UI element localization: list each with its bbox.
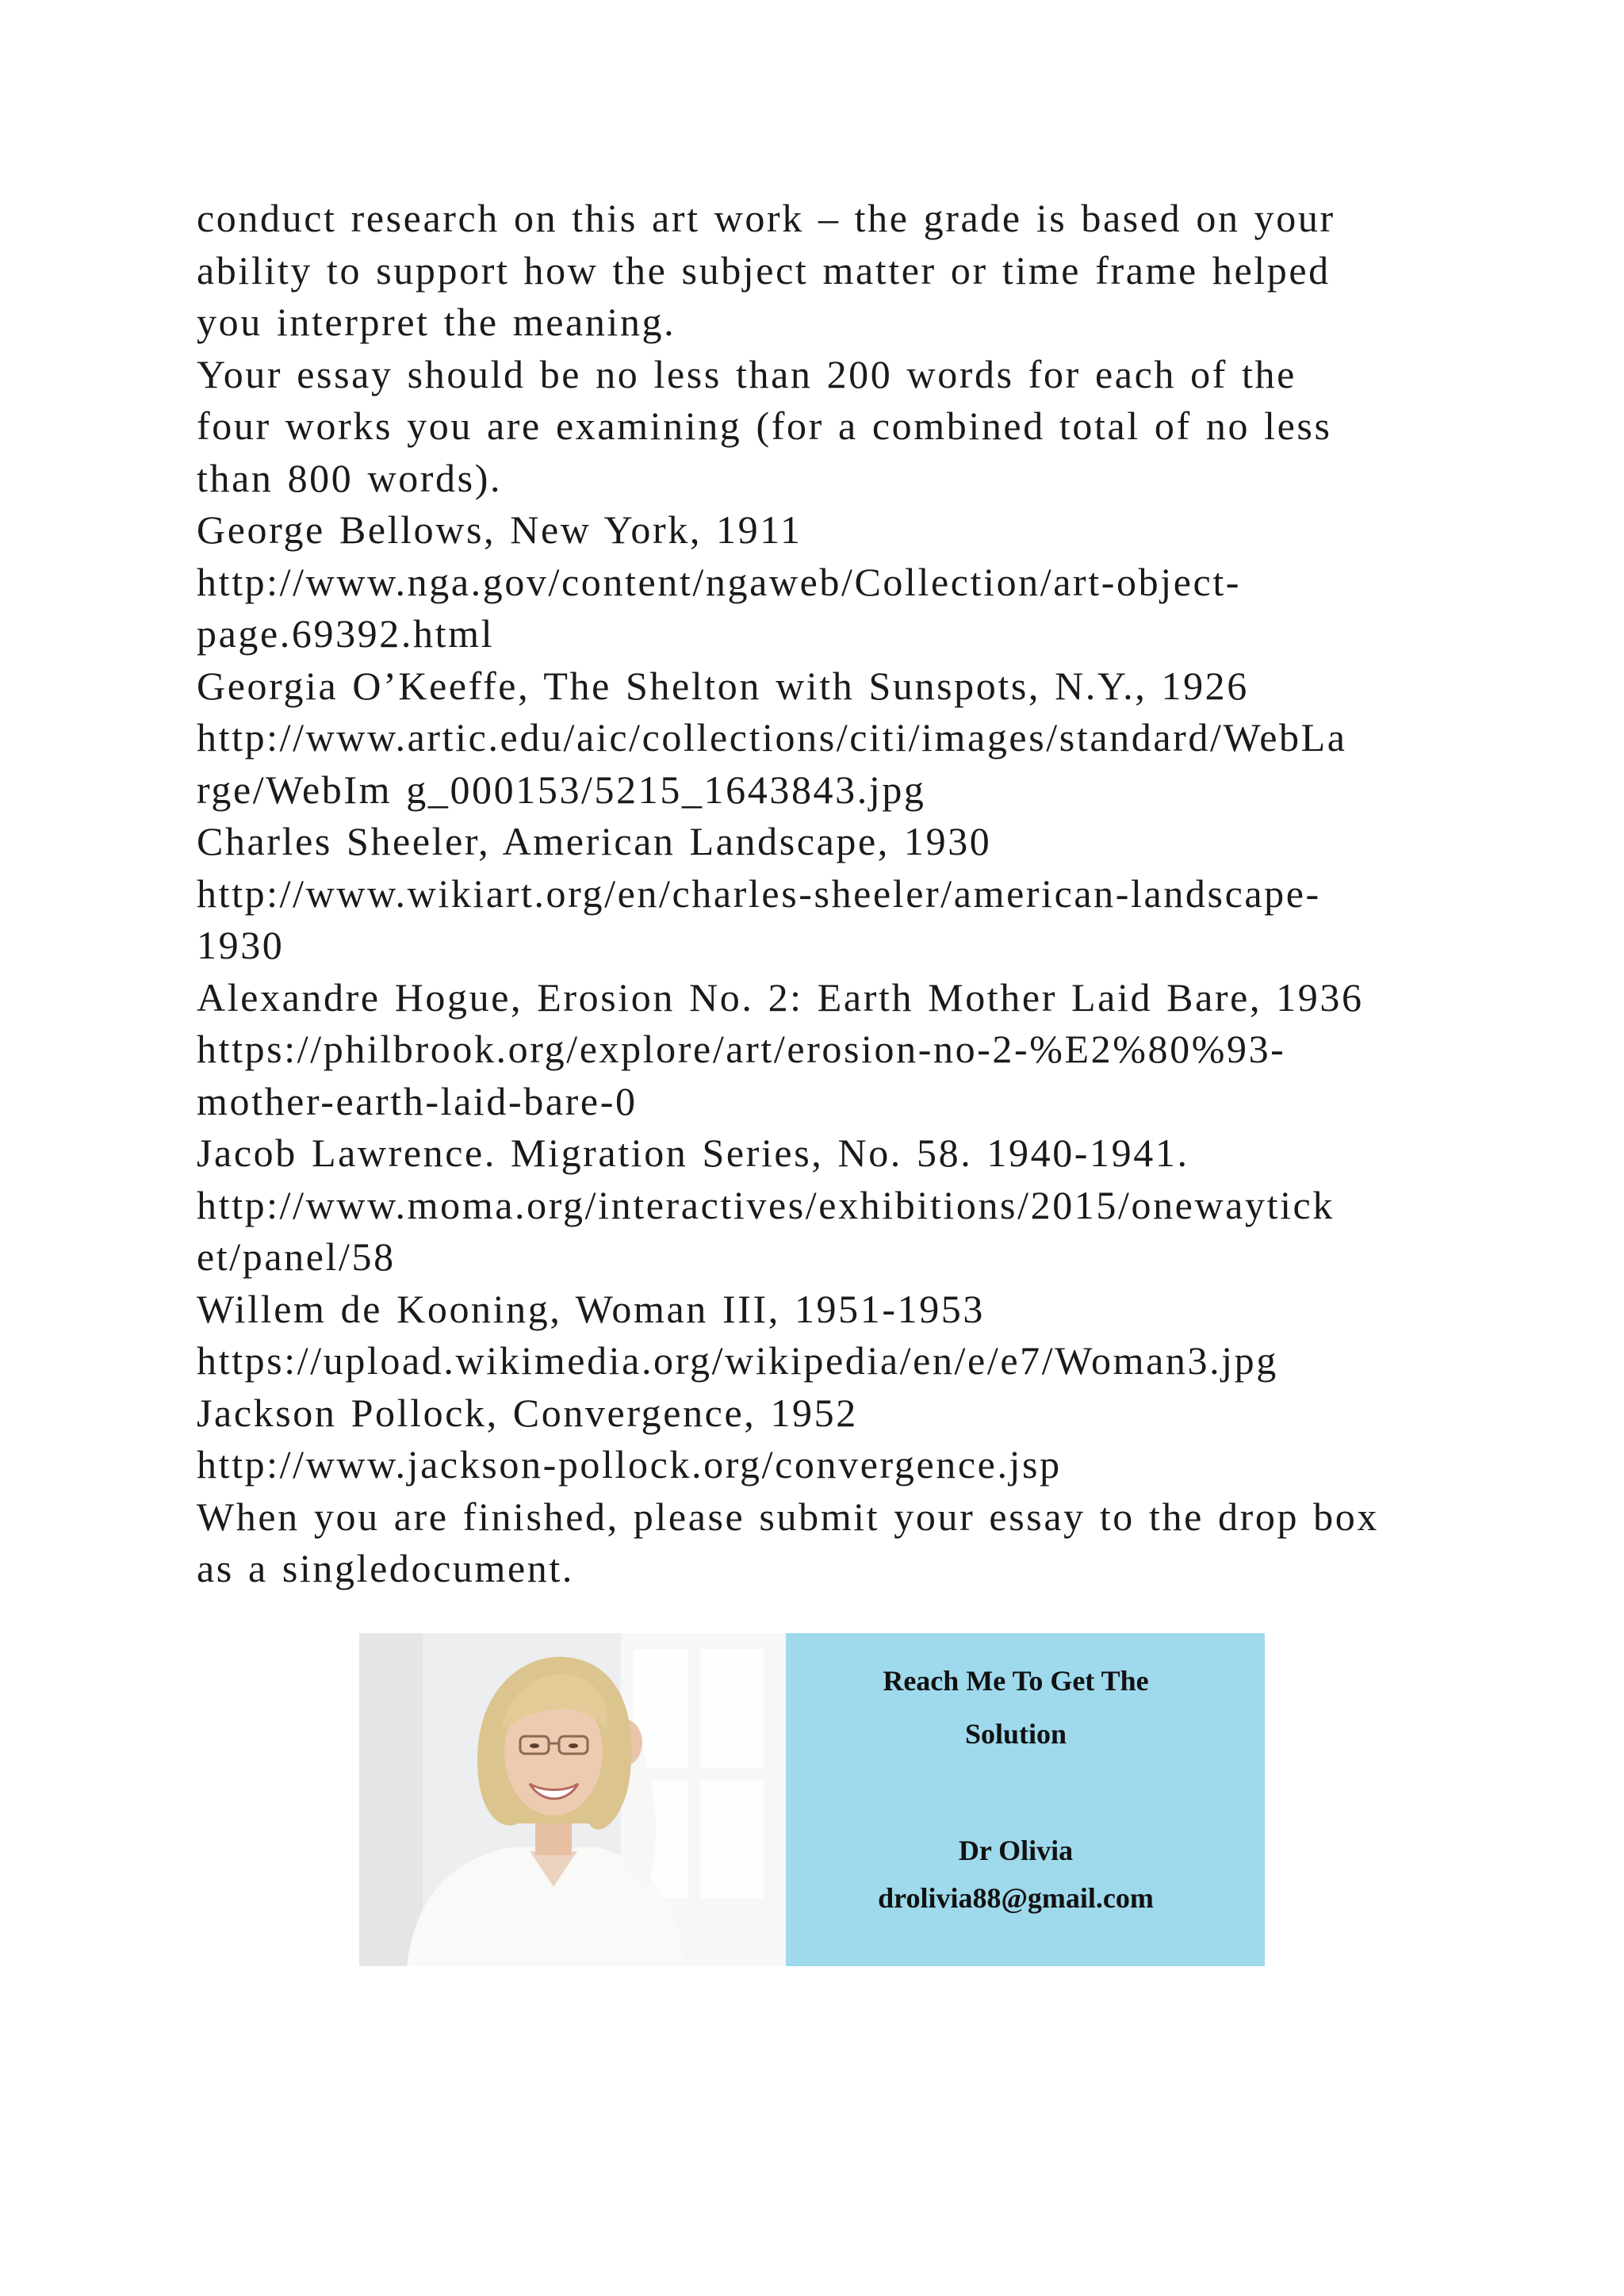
body-line: four works you are examining (for a combined total of no less [197,404,1332,448]
promo-heading: Reach Me To Get The [883,1665,1149,1697]
artwork-title-line: Georgia O’Keeffe, The Shelton with Sunspots, N.Y., 1926 [197,663,1249,708]
artwork-url-line: page.69392.html [197,611,495,656]
body-line: you interpret the meaning. [197,300,676,344]
document-body [197,193,1450,1595]
body-line: ability to support how the subject matter or time frame helped [197,247,1331,293]
body-line: When you are finished, please submit your essay to the drop box [197,1494,1379,1539]
contact-email: drolivia88@gmail.com [878,1882,1154,1914]
woman-photo [359,1633,786,1966]
woman-portrait-image [359,1633,786,1966]
body-line: as a singledocument. [197,1546,574,1590]
artwork-title-line: George Bellows, New York, 1911 [197,507,802,552]
artwork-url-line: http://www.artic.edu/aic/collections/citi/images/standard/WebLa [197,715,1347,760]
contact-banner [359,1633,1265,1966]
artwork-url-line: http://www.nga.gov/content/ngaweb/Collection/art-object- [197,559,1242,604]
artwork-url-line: et/panel/58 [197,1234,396,1279]
artwork-url-line: 1930 [197,923,285,967]
artwork-title-line: Jacob Lawrence. Migration Series, No. 58. 1940-1941. [197,1131,1189,1175]
contact-name: Dr Olivia [958,1835,1074,1866]
artwork-title-line: Charles Sheeler, American Landscape, 1930 [197,819,992,863]
body-line: than 800 words). [197,455,503,500]
artwork-title-line: Willem de Kooning, Woman III, 1951-1953 [197,1286,986,1331]
artwork-title-line: Alexandre Hogue, Erosion No. 2: Earth Mother Laid Bare, 1936 [197,974,1364,1020]
artwork-url-line: rge/WebIm g_000153/5215_1643843.jpg [197,767,926,812]
artwork-title-line: Jackson Pollock, Convergence, 1952 [197,1390,858,1435]
artwork-url-line: http://www.wikiart.org/en/charles-sheeler/american-landscape- [197,871,1321,916]
artwork-url-line: http://www.jackson-pollock.org/convergence.jsp [197,1442,1062,1487]
artwork-url-line: https://philbrook.org/explore/art/erosion-no-2-%E2%80%93- [197,1027,1286,1071]
contact-info-panel [786,1633,1265,1966]
body-line: conduct research on this art work – the grade is based on your [197,196,1335,240]
body-line: Your essay should be no less than 200 words for each of the [197,351,1297,396]
artwork-url-line: http://www.moma.org/interactives/exhibitions/2015/onewaytick [197,1182,1335,1227]
artwork-url-line: mother-earth-laid-bare-0 [197,1078,638,1123]
artwork-url-line: https://upload.wikimedia.org/wikipedia/en/e/e7/Woman3.jpg [197,1338,1278,1383]
promo-heading-continued: Solution [964,1718,1067,1750]
